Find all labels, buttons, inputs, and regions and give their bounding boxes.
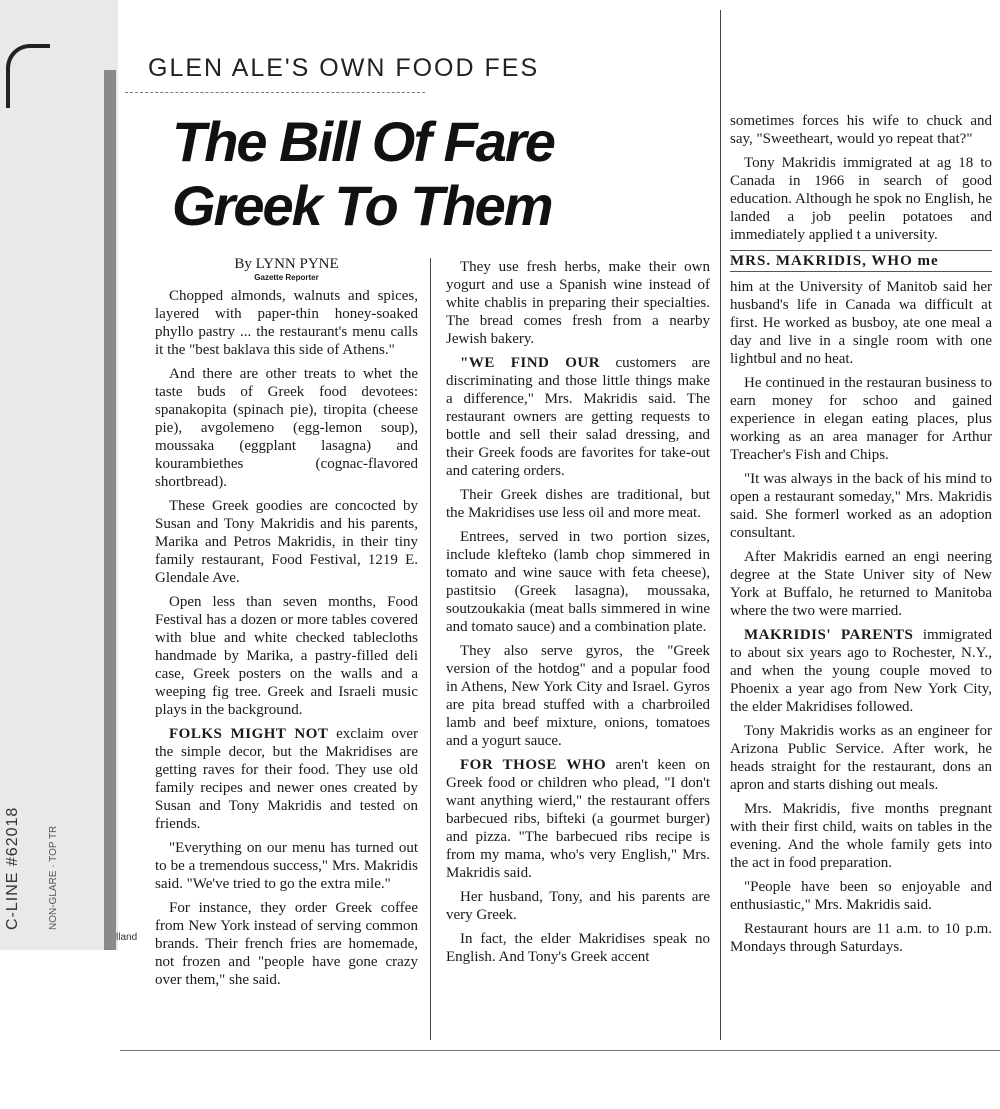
jump-subhead: MRS. MAKRIDIS, WHO me <box>730 250 992 272</box>
paragraph-lead: "WE FIND OUR <box>460 355 601 371</box>
headline-line-2: Greek To Them <box>172 174 552 237</box>
column-rule <box>430 258 431 1040</box>
scan-binding-bar <box>104 70 116 950</box>
paragraph-lead: MAKRIDIS' PARENTS <box>744 627 914 643</box>
byline: By LYNN PYNE <box>234 256 339 272</box>
column-rule <box>720 10 721 1040</box>
headline-line-1: The Bill Of Fare <box>172 110 554 173</box>
paragraph-text: aren't keen on Greek food or children who plead, "I don't want anything wierd," the restaurant offers barbecued ribs, bifteki (a gourmet burger) and pizza. "The barbecued ribs recipe is from my mama, who's very English," Mrs. Makridis said. <box>446 757 710 881</box>
kicker-rule <box>125 92 425 93</box>
paragraph: He continued in the restauran business to earn money for schoo and gained experience in elegan eating places, plus working as an area manager for Arthur Treacher's Fish and Chips. <box>730 375 992 463</box>
sheet-protector-stamp: C-LINE #62018 <box>4 806 21 930</box>
paragraph-text: customers are discriminating and those little things make a difference," Mrs. Makridis said. The restaurant owners are getting requests to bottle and sell their salad dressing, and their Greek foods are favorites for take-out and catering orders. <box>446 355 710 479</box>
paragraph <box>155 725 418 833</box>
paragraph: After Makridis earned an engi neering degree at the State Univer sity of New York at Buffalo, he returned to Manitoba where the two were married. <box>730 549 992 619</box>
paragraph: sometimes forces his wife to chuck and say, "Sweetheart, would yo repeat that?" <box>730 113 992 147</box>
paragraph: Her husband, Tony, and his parents are very Greek. <box>446 889 710 923</box>
sheet-protector-subtext: NON-GLARE · TOP TR <box>48 825 59 930</box>
paragraph: And there are other treats to whet the taste buds of Greek food devotees: spanakopita (spinach pie), tiropita (cheese pie), avgolemeno (egg-lemon soup), moussaka (eggplant lasagna) and kourambiethes (cognac-flavored shortbread). <box>155 366 418 490</box>
paragraph: They use fresh herbs, make their own yogurt and use a Spanish wine instead of white chablis in preparing their specialties. The bread comes fresh from a nearby Jewish bakery. <box>446 259 710 347</box>
paragraph: Tony Makridis immigrated at ag 18 to Canada in 1966 in search of good education. Although he spok no English, he landed a job peelin potatoes and immediately applied t a university. <box>730 155 992 243</box>
paragraph-lead: FOR THOSE WHO <box>460 757 607 773</box>
paragraph: They also serve gyros, the "Greek version of the hotdog" and a popular food in Athens, New York City and Israel. Gyros are pita bread stuffed with a charbroiled lamb and beef mixture, onions, tomatoes and a yogurt sauce. <box>446 643 710 749</box>
paragraph-text: immigrated to about six years ago to Rochester, N.Y., and when the young couple moved to Phoenix a year ago from New York City, the elder Makridises followed. <box>730 627 992 715</box>
paragraph <box>446 756 710 882</box>
paragraph: "It was always in the back of his mind to open a restaurant someday," Mrs. Makridis said. She formerl worked as an adoption consultant. <box>730 471 992 541</box>
clipping-bottom-edge <box>120 1050 1000 1051</box>
margin-fragment: lland <box>116 932 138 943</box>
paragraph: Tony Makridis works as an engineer for Arizona Public Service. After work, he heads straight for the restaurant, dons an apron and starts dishing out meals. <box>730 723 992 793</box>
paragraph: Mrs. Makridis, five months pregnant with their first child, waits on tables in the evening. And the whole family gets into the act in food preparation. <box>730 801 992 871</box>
paragraph-lead: FOLKS MIGHT NOT <box>169 726 329 742</box>
paragraph: Open less than seven months, Food Festival has a dozen or more tables covered with blue and white checked tablecloths handmade by Marika, a pastry-filled deli case, Greek posters on the walls and a weeping fig tree. Greek and Israeli music plays in the background. <box>155 594 418 718</box>
paragraph: him at the University of Manitob said her husband's life in Canada wa difficult at first. He worked as busboy, ate one meal a day and live in a single room with one lightbul and no heat. <box>730 279 992 367</box>
article-column-2 <box>446 258 710 972</box>
paragraph: In fact, the elder Makridises speak no English. And Tony's Greek accent <box>446 931 710 965</box>
paragraph: These Greek goodies are concocted by Susan and Tony Makridis and his parents, Marika and Petros Makridis, in their tiny family restaurant, Food Festival, 1219 E. Glendale Ave. <box>155 498 418 586</box>
article-column-1 <box>155 255 418 995</box>
paragraph <box>730 626 992 716</box>
paragraph: "Everything on our menu has turned out to be a tremendous success," Mrs. Makridis said. "We've tried to go the extra mile." <box>155 840 418 892</box>
paragraph: "People have been so enjoyable and enthusiastic," Mrs. Makridis said. <box>730 879 992 913</box>
paper-curl-mark <box>6 44 50 108</box>
article-headline <box>172 110 592 238</box>
paragraph: Entrees, served in two portion sizes, include klefteko (lamb chop simmered in tomato and wine sauce with feta cheese), pastitsio (Greek lasagna), moussaka, soutzoukakia (meat balls simmered in wine and tomato sauce) and a combination plate. <box>446 529 710 635</box>
paragraph-text: exclaim over the simple decor, but the Makridises are getting raves for their food. They use old family recipes and newer ones created by Susan and Tony Makridis and tested on friends. <box>155 726 418 832</box>
paragraph: For instance, they order Greek coffee from New York instead of serving common brands. Their french fries are homemade, not frozen and "people have gone crazy over them," she said. <box>155 900 418 988</box>
paragraph: Their Greek dishes are traditional, but the Makridises use less oil and more meat. <box>446 487 710 521</box>
section-kicker: GLEN ALE'S OWN FOOD FES <box>148 54 540 82</box>
paragraph: Restaurant hours are 11 a.m. to 10 p.m. Mondays through Saturdays. <box>730 921 992 955</box>
paragraph <box>446 354 710 480</box>
paragraph: Chopped almonds, walnuts and spices, layered with paper-thin honey-soaked phyllo pastry ... the restaurant's menu calls it the "best baklava this side of Athens." <box>155 288 418 358</box>
byline-credit: Gazette Reporter <box>254 273 319 282</box>
article-column-3 <box>730 112 992 962</box>
